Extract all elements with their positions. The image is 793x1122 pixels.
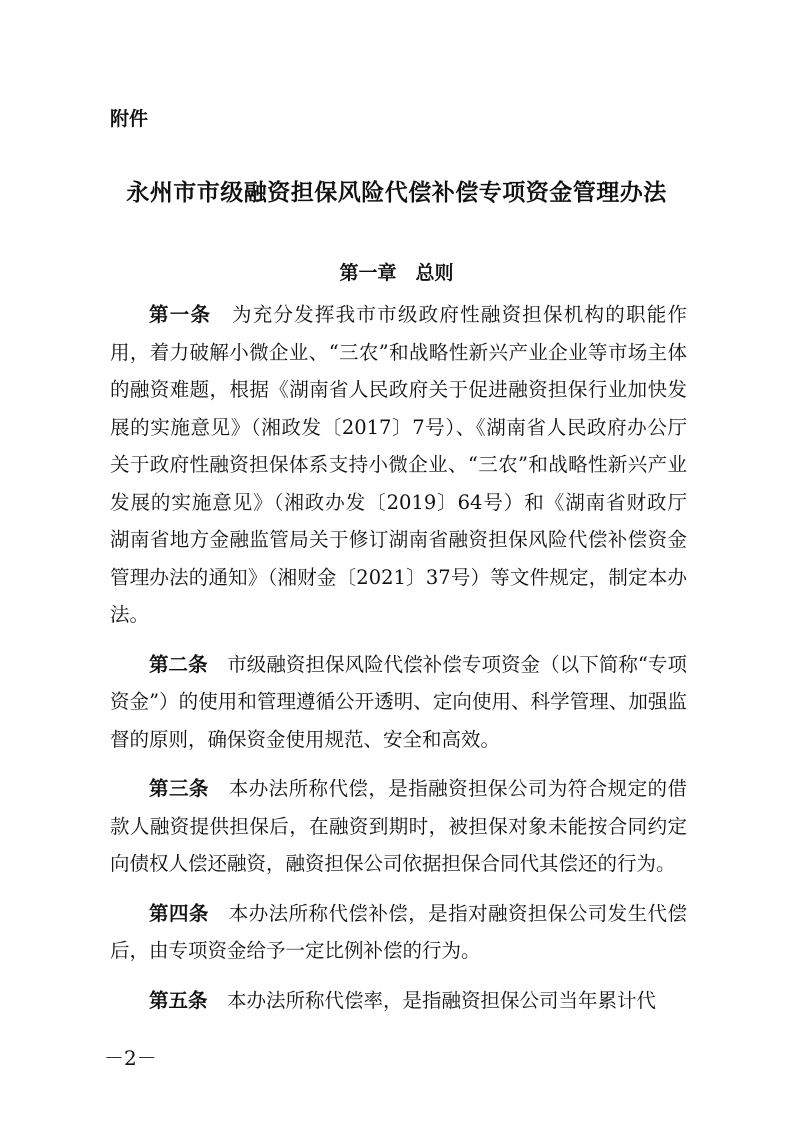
article-4 bbox=[110, 895, 687, 970]
article-3 bbox=[110, 770, 687, 883]
page-number: －2－ bbox=[104, 1046, 157, 1070]
article-5-text: 本办法所称代偿率，是指融资担保公司当年累计代 bbox=[227, 988, 657, 1012]
document-title: 永州市市级融资担保风险代偿补偿专项资金管理办法 bbox=[126, 179, 667, 206]
article-4-text: 本办法所称代偿补偿，是指对融资担保公司发生代偿后，由专项资金给予一定比例补偿的行为。 bbox=[110, 901, 687, 962]
article-2 bbox=[110, 646, 687, 759]
article-3-text: 本办法所称代偿，是指融资担保公司为符合规定的借款人融资提供担保后，在融资到期时，被担保对象未能按合同约定向债权人偿还融资，融资担保公司依据担保合同代其偿还的行为。 bbox=[110, 777, 687, 875]
article-2-text: 市级融资担保风险代偿补偿专项资金（以下简称“专项资金”）的使用和管理遵循公开透明、定向使用、科学管理、加强监督的原则，确保资金使用规范、安全和高效。 bbox=[110, 652, 687, 751]
article-1-text: 为充分发挥我市市级政府性融资担保机构的职能作用，着力破解小微企业、“三农”和战略性新兴产业企业等市场主体的融资难题，根据《湖南省人民政府关于促进融资担保行业加快发展的实施意见》（湘政发〔2017〕7号）、《湖南省人民政府办公厅关于政府性融资担保体系支持小微企业、“三农”和战略性新兴产业发展的实施意见》（湘政办发〔2019〕64号）和《湖南省财政厅 湖南省地方金融监管局关于修订湖南省融资担保风险代偿补偿资金管理办法的通知》（湘财金〔2021〕37号）等文件规定，制定本办法。 bbox=[110, 303, 687, 626]
article-3-label: 第三条 bbox=[149, 777, 209, 800]
attachment-label: 附件 bbox=[110, 108, 149, 130]
article-2-label: 第二条 bbox=[149, 652, 208, 676]
chapter-heading: 第一章 总则 bbox=[339, 262, 454, 284]
article-5-label: 第五条 bbox=[149, 988, 208, 1012]
article-1 bbox=[110, 296, 687, 634]
document-body bbox=[110, 296, 687, 1019]
article-5 bbox=[110, 982, 687, 1020]
article-1-label: 第一条 bbox=[149, 303, 212, 326]
article-4-label: 第四条 bbox=[149, 901, 209, 925]
